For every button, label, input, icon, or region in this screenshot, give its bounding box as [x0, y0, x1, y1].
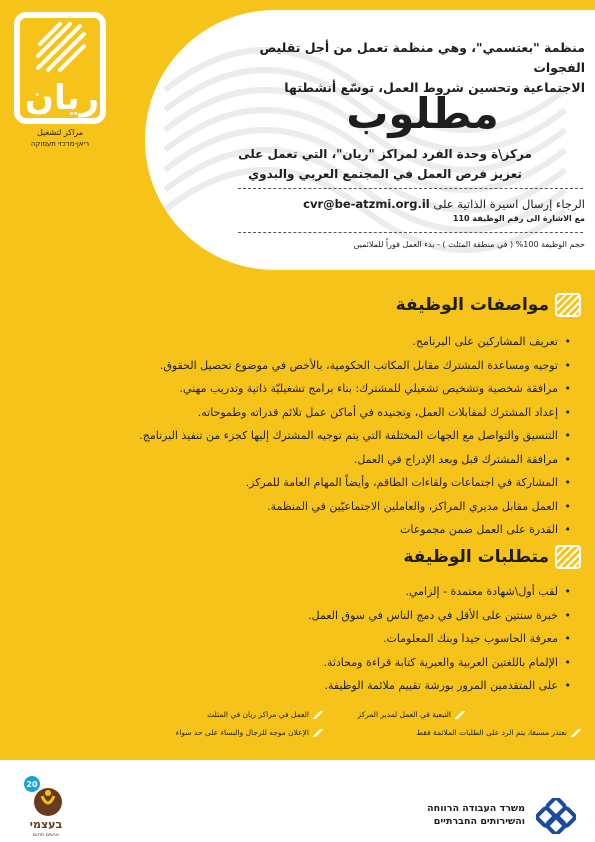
- note-text: العمل في مراكز ريان في المثلث: [207, 710, 309, 719]
- email-link[interactable]: cvr@be-atzmi.org.il: [303, 197, 430, 211]
- divider: [238, 232, 583, 233]
- slash-icon: [313, 729, 323, 737]
- list-item: • المشاركة في اجتماعات ولقاءات الطاقم، وأيضاً المهام العامة للمركز.: [31, 471, 571, 495]
- section-stripes-icon: [555, 293, 581, 317]
- slash-icon: [455, 711, 465, 719]
- note-text: التبعية في العمل لمدير المركز: [357, 710, 451, 719]
- slash-icon: [313, 711, 323, 719]
- list-item: • إعداد المشترك لمقابلات العمل، وتجنيده في أماكن عمل تلائم قدراته وطموحاته.: [31, 401, 571, 425]
- footer: [0, 760, 595, 842]
- send-cv-line: [215, 196, 585, 212]
- section-stripes-icon: [555, 545, 581, 569]
- specs-title: مواصفات الوظيفة: [395, 295, 549, 315]
- rayan-logo-subtitle-arabic: مراكز لتشغيل: [36, 128, 83, 137]
- job-scope: حجم الوظيفة 100% ( في منطقة المثلث ) - بدء العمل فوراً للملائمين: [353, 240, 585, 249]
- list-item: • القدرة على العمل ضمن مجموعات: [31, 518, 571, 542]
- job-lead: [215, 144, 555, 184]
- rayan-logo-icon: [20, 18, 100, 84]
- rayan-logo-word: ريان: [24, 78, 100, 118]
- ministry-logo-icon: [536, 798, 576, 834]
- list-item: • العمل مقابل مديري المراكز، والعاملين الاجتماعيّين في المنظمة.: [31, 495, 571, 519]
- rayan-logo-subtitle-hebrew: ריאן-מרכזי תעסוקה: [30, 140, 90, 148]
- list-item: • معرفة الحاسوب جيدا وبنك المعلومات.: [31, 627, 571, 651]
- note-location: [207, 710, 323, 719]
- note-text: الإعلان موجه للرجال والنساء على حد سواء: [175, 728, 309, 737]
- divider: [238, 188, 583, 189]
- intro-line: منظمة "بعتسمي"، وهي منظمة تعمل من أجل تقليص الفجوات: [259, 40, 585, 75]
- slash-icon: [571, 729, 581, 737]
- list-item: • مرافقة المشترك قبل وبعد الإدراج في العمل.: [31, 448, 571, 472]
- requirements-heading: [403, 542, 581, 572]
- specs-heading: [396, 290, 581, 320]
- requirements-title: متطلبات الوظيفة: [403, 547, 549, 567]
- job-reference: مع الاشارة الى رقم الوظيفة 110: [452, 214, 585, 223]
- intro-line: الاجتماعية وتحسين شروط العمل، توسّع أنشطتها: [284, 80, 585, 95]
- list-item: • توجيه ومساعدة المشترك مقابل المكاتب الحكومية، بالأخص في موضوع تحصيل الحقوق.: [31, 354, 571, 378]
- requirements-list: [31, 580, 571, 698]
- send-cv-text: الرجاء إرسال اسيرة الذاتية على: [433, 197, 585, 211]
- note-gender: [176, 728, 323, 737]
- list-item: • التنسيق والتواصل مع الجهات المختلفة التي يتم توجيه المشترك إليها كجزء من تنفيذ البرنامج.: [31, 424, 571, 448]
- lead-line: مركز\ة وحدة الفرد لمراكز "ريان"، التي تعمل على: [238, 147, 532, 161]
- anniversary-badge: 20: [26, 780, 38, 789]
- list-item: • مرافقة شخصية وتشخيص تشغيلي للمشترك: بناء برامج تشغيليّة ذاتية وتدريب مهني.: [31, 377, 571, 401]
- list-item: • الإلمام باللغتين العربية والعبرية كتابة قراءة ومحادثة.: [31, 651, 571, 675]
- page-title: مطلوب: [346, 89, 499, 138]
- list-item: • على المتقدمين المرور بورشة تقييم ملائمة الوظيفة.: [31, 674, 571, 698]
- list-item: • لقب أول\شهادة معتمدة - إلزامي.: [31, 580, 571, 604]
- beatzmi-name: בעצמי: [29, 818, 63, 831]
- note-apology: [416, 728, 581, 737]
- note-reporting: [357, 710, 465, 719]
- list-item: • خبرة سنتين على الأقل في دمج الناس في سوق العمل.: [31, 604, 571, 628]
- ministry-line: והשירותים החברתיים: [433, 816, 525, 827]
- ministry-line: משרד העבודה הרווחה: [427, 803, 525, 814]
- list-item: • تعريف المشاركين على البرنامج.: [31, 330, 571, 354]
- ministry-name: [407, 802, 525, 828]
- note-text: نعتذر مسبقا، يتم الرد على الطلبات الملائمة فقط: [416, 728, 567, 737]
- specs-list: [31, 330, 571, 542]
- beatzmi-tagline: אנשים תחום: [32, 832, 60, 838]
- lead-line: تعزيز فرص العمل في المجتمع العربي والبدوي: [248, 167, 522, 181]
